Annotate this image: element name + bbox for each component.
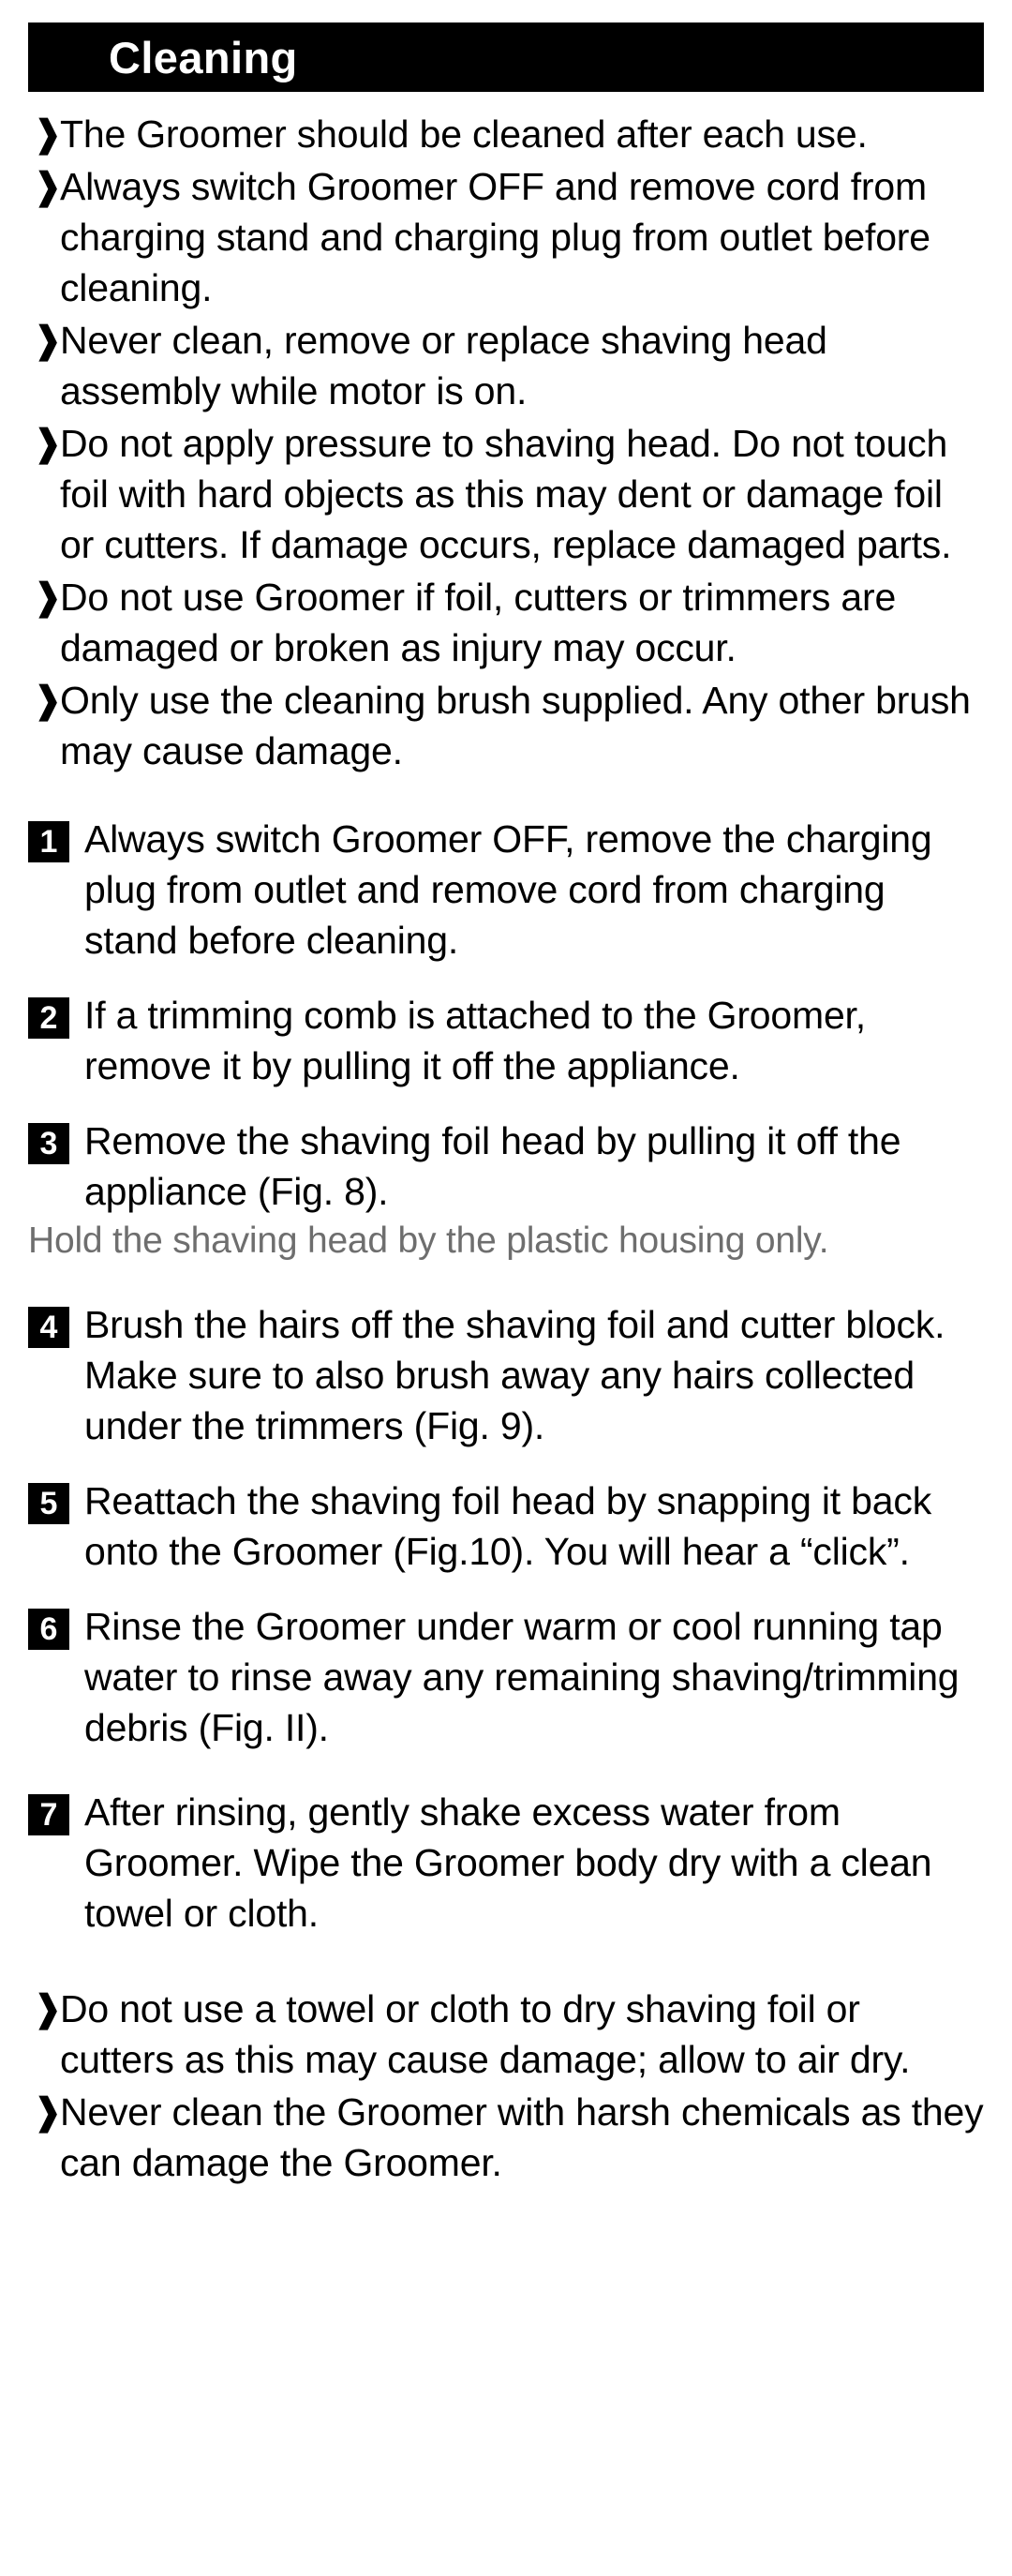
bullet-icon: ❱ [32,2091,64,2133]
spacer [28,1290,984,1299]
step-body [84,990,984,1091]
warning-text: Never clean, remove or replace shaving head assembly while motor is on. [60,319,827,412]
list-item [28,1984,984,2085]
bullet-icon: ❱ [32,680,64,721]
step-number-badge: 3 [28,1123,69,1164]
step-number-badge: 6 [28,1609,69,1650]
step-text: Reattach the shaving foil head by snapping it back onto the Groomer (Fig.10). You will hear a “click”. [84,1479,931,1573]
step-body [84,1787,984,1939]
bullet-icon: ❱ [32,577,64,618]
list-item [28,675,984,776]
list-item [28,315,984,416]
step-item [28,1601,984,1753]
bullet-icon: ❱ [32,320,64,361]
list-item [28,418,984,570]
warning-text: Always switch Groomer OFF and remove cord from charging stand and charging plug from outlet before cleaning. [60,165,930,309]
step-item [28,1787,984,1939]
spacer [28,1777,984,1787]
warning-text: The Groomer should be cleaned after each use. [60,112,868,156]
warning-text: Do not use a towel or cloth to dry shaving foil or cutters as this may cause damage; allow to air dry. [60,1987,911,2081]
step-body [84,1475,984,1577]
section-header-bar [28,22,984,92]
step-number-badge: 5 [28,1483,69,1524]
step-text: Rinse the Groomer under warm or cool running tap water to rinse away any remaining shaving/trimming debris (Fig. II). [84,1605,960,1749]
bullet-icon: ❱ [32,166,64,207]
step-number-badge: 1 [28,821,69,862]
bullet-icon: ❱ [32,113,64,155]
list-item [28,2087,984,2188]
step-item [28,814,984,966]
warning-text: Never clean the Groomer with harsh chemicals as they can damage the Groomer. [60,2090,984,2184]
spacer [28,782,984,814]
warning-text: Do not use Groomer if foil, cutters or trimmers are damaged or broken as injury may occur. [60,576,897,669]
step-text: After rinsing, gently shake excess water from Groomer. Wipe the Groomer body dry with a clean towel or cloth. [84,1790,932,1935]
step-note: Hold the shaving head by the plastic housing only. [28,1221,829,1261]
warning-list-top [28,109,984,776]
step-text: Remove the shaving foil head by pulling it off the appliance (Fig. 8). [84,1119,901,1213]
step-item [28,1299,984,1451]
step-body [84,1601,984,1753]
step-text: Brush the hairs off the shaving foil and cutter block. Make sure to also brush away any hairs collected under the trimmers (Fig. 9). [84,1303,945,1447]
step-item [28,1475,984,1577]
step-body [84,814,984,966]
bullet-icon: ❱ [32,1988,64,2029]
step-body [28,1116,984,1266]
list-item [28,109,984,159]
warning-text: Do not apply pressure to shaving head. Do not touch foil with hard objects as this may dent or damage foil or cutters. If damage occurs, replace damaged parts. [60,422,952,566]
step-text: Always switch Groomer OFF, remove the charging plug from outlet and remove cord from charging stand before cleaning. [84,817,932,962]
step-item [28,990,984,1091]
cleaning-steps-list [28,814,984,1939]
warning-text: Only use the cleaning brush supplied. Any other brush may cause damage. [60,679,971,772]
step-number-badge: 4 [28,1307,69,1348]
spacer [28,1963,984,1984]
warning-list-bottom [28,1984,984,2188]
list-item [28,572,984,673]
step-body [84,1299,984,1451]
list-item [28,161,984,313]
page-title: Cleaning [109,32,298,82]
step-number-badge: 7 [28,1794,69,1835]
step-number-badge: 2 [28,997,69,1039]
bullet-icon: ❱ [32,423,64,464]
step-item [28,1116,984,1266]
step-text: If a trimming comb is attached to the Groomer, remove it by pulling it off the appliance. [84,994,866,1087]
